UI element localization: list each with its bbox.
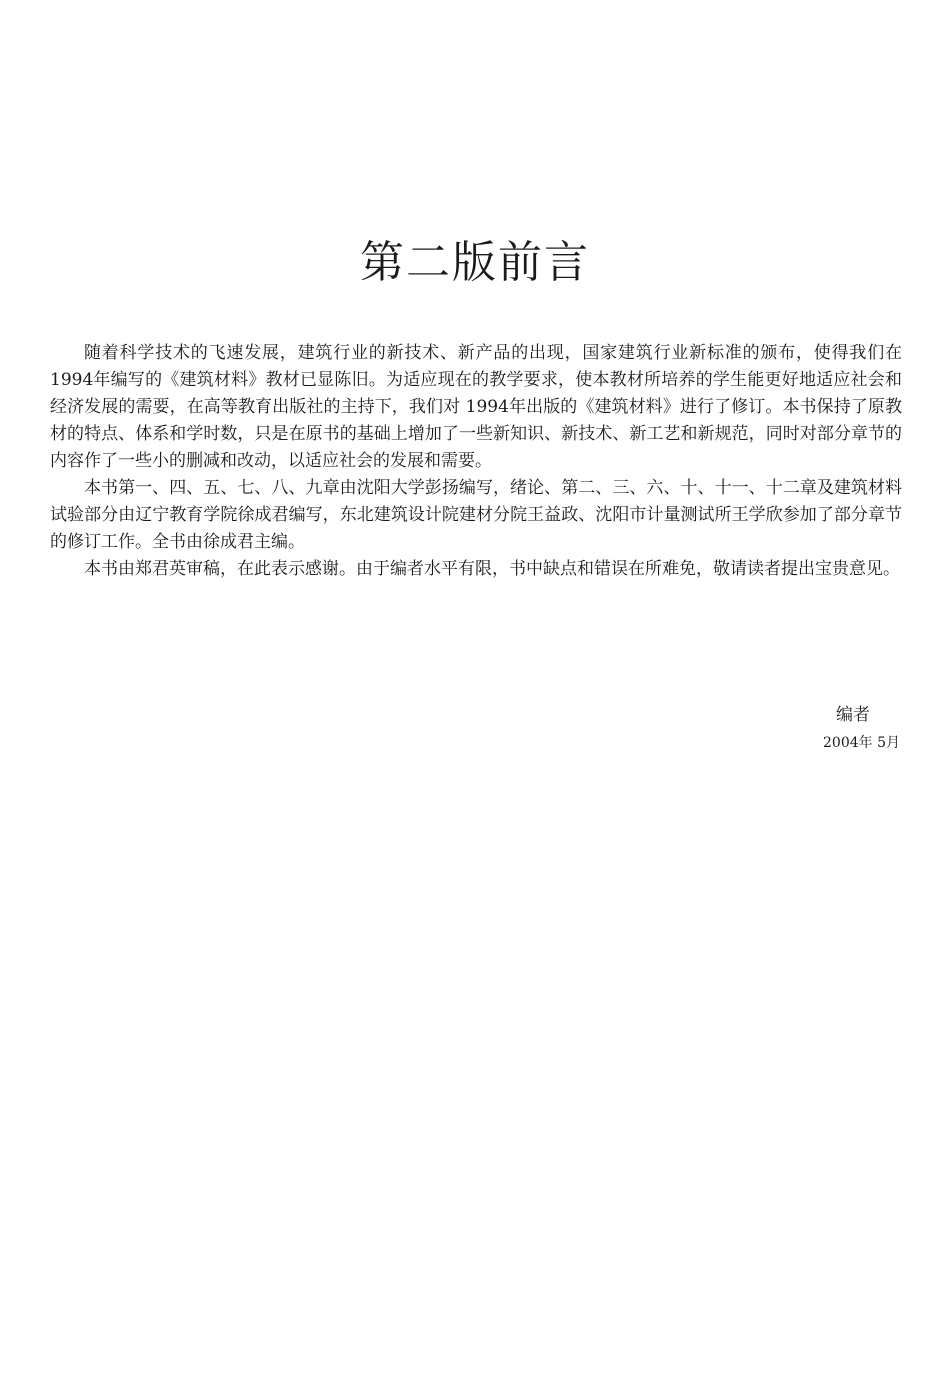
date: 2004年 5月 bbox=[823, 735, 900, 751]
signature: 编者 bbox=[836, 705, 870, 725]
paragraph-1: 随着科学技术的飞速发展，建筑行业的新技术、新产品的出现，国家建筑行业新标准的颁布，使得我们在 1994年编写的《建筑材料》教材已显陈旧。为适应现在的教学要求，使本教材所培养的学生能更好地适应社会和经济发展的需要，在高等教育出版社的主持下，我们对 1994年出版的《建筑材料》进行了修订。本书保持了原教材的特点、体系和学时数，只是在原书的基础上增加了一些新知识、新技术、新工艺和新规范，同时对部分章节的内容作了一些小的删减和改动，以适应社会的发展和需要。 bbox=[50, 343, 902, 471]
page-title: 第二版前言 bbox=[360, 237, 590, 288]
paragraph-3: 本书由郑君英审稿，在此表示感谢。由于编者水平有限，书中缺点和错误在所难免，敬请读者提出宝贵意见。 bbox=[84, 559, 900, 579]
preface-body bbox=[50, 340, 902, 583]
paragraph-2: 本书第一、四、五、七、八、九章由沈阳大学彭扬编写，绪论、第二、三、六、十、十一、十二章及建筑材料试验部分由辽宁教育学院徐成君编写，东北建筑设计院建材分院王益政、沈阳市计量测试所王学欣参加了部分章节的修订工作。全书由徐成君主编。 bbox=[50, 478, 902, 552]
